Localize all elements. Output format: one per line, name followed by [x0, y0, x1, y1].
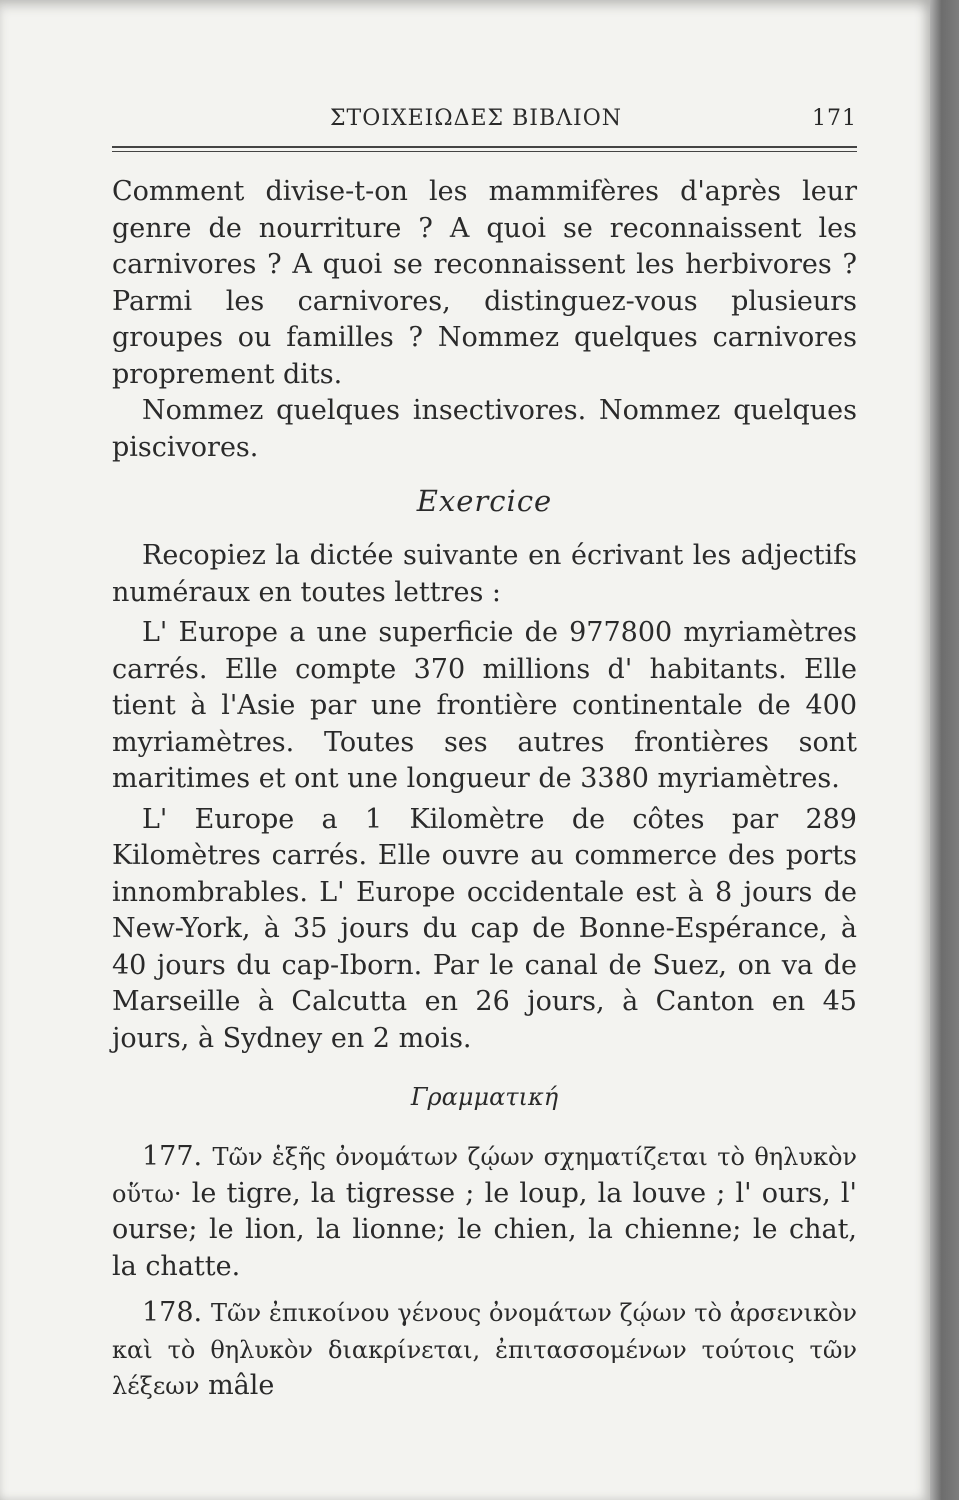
rule-number: 178.	[142, 1297, 203, 1328]
rule-greek-text: Τῶν ἑξῆς ὀνομάτων ζῴων σχηματίζεται τὸ θηλυκὸν οὕτω·	[112, 1143, 857, 1208]
dictation-paragraph: L' Europe a une superficie de 977800 myriamètres carrés. Elle compte 370 millions d' habitants. Elle tient à l'Asie par une frontière continentale de 400 myriamètres. Toutes ses autres frontières sont maritimes et ont une longueur de 3380 myriamètres.	[112, 617, 857, 794]
rule-french-text: mâle	[208, 1370, 275, 1401]
text-block	[112, 92, 857, 1405]
grammar-title: Γραμματική	[410, 1083, 559, 1111]
page-number: 171	[812, 106, 857, 131]
header-rule	[112, 146, 857, 152]
exercise-instruction: Recopiez la dictée suivante en écrivant les adjectifs numéraux en toutes lettres :	[112, 540, 857, 608]
running-title: ΣΤΟΙΧΕΙΩΔΕΣ ΒΙΒΛΙΟΝ	[330, 106, 622, 131]
grammar-rule	[112, 1295, 857, 1405]
exercise-title: Exercice	[416, 484, 553, 518]
rule-greek-text: Τῶν ἐπικοίνου γένους ὀνομάτων ζῴων τὸ ἀρσενικὸν καὶ τὸ θηλυκὸν διακρίνεται, ἐπιτασσομένων τούτοις τῶν λέξεων	[112, 1299, 857, 1400]
rule-number: 177.	[142, 1141, 203, 1172]
dictation-paragraph: L' Europe a 1 Kilomètre de côtes par 289 Kilomètres carrés. Elle ouvre au commerce des ports innombrables. L' Europe occidentale est à 8 jours de New-York, à 35 jours du cap de Bonne-Espérance, à 40 jours du cap-Iborn. Par le canal de Suez, on va de Marseille à Calcutta en 26 jours, à Canton en 45 jours, à Sydney en 2 mois.	[112, 803, 857, 1054]
grammar-rule	[112, 1139, 857, 1285]
question-paragraph: Comment divise-t-on les mammifères d'après leur genre de nourriture ? A quoi se reconnaissent les carnivores ? A quoi se reconnaissent les herbivores ? Parmi les carnivores, distinguez-vous plusieurs groupes ou familles ? Nommez quelques carnivores proprement dits.	[112, 176, 857, 390]
question-paragraph: Nommez quelques insectivores. Nommez quelques piscivores.	[112, 395, 857, 463]
running-header	[112, 92, 857, 138]
book-page-edge	[930, 0, 959, 1500]
rule-french-text: le tigre, la tigresse ; le loup, la louve ; l' ours, l' ourse; le lion, la lionne; le chien, la chienne; le chat, la chatte.	[112, 1177, 857, 1282]
